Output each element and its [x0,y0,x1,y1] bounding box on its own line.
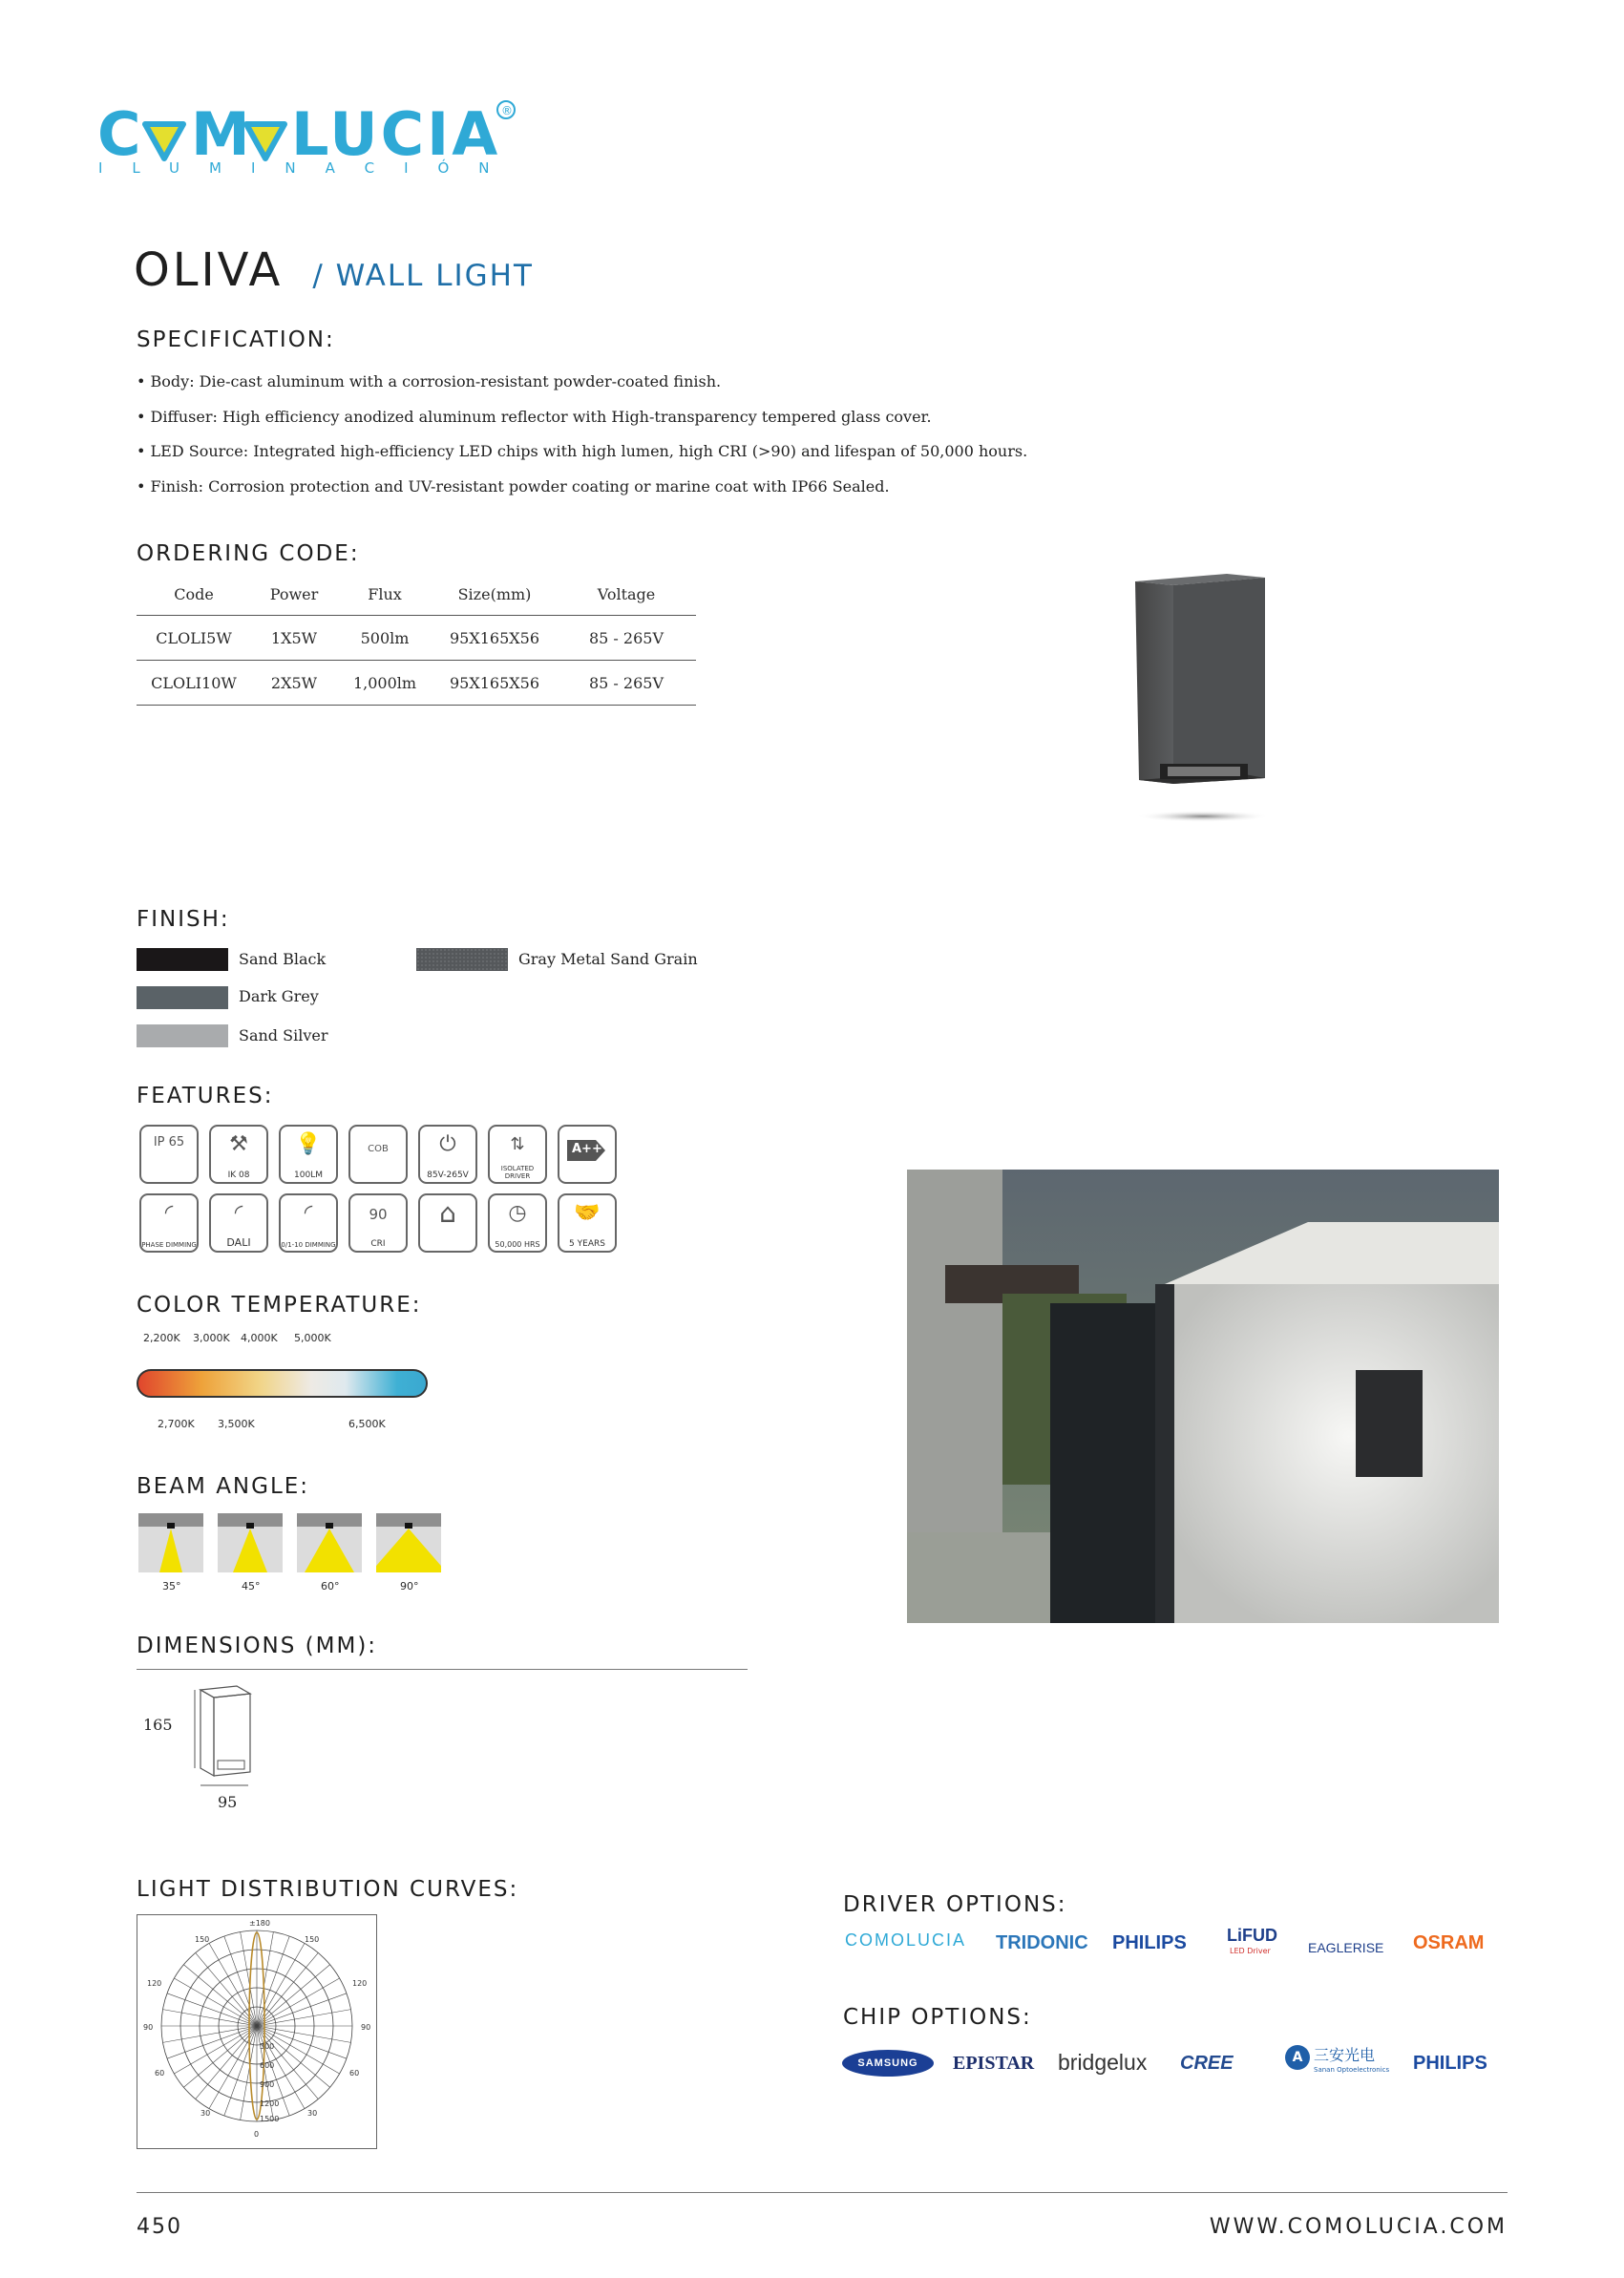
cob-icon [348,1125,408,1184]
table-cell: 85 - 265V [557,616,696,661]
driver-logo-osram: OSRAM [1413,1932,1485,1953]
clock-glyph: ◷ [508,1201,527,1225]
feature-label: CRI [370,1239,386,1249]
handshake-glyph: 🤝 [574,1201,601,1225]
dali-icon [209,1193,268,1253]
svg-text:®: ® [501,104,513,117]
phase-dimming-icon [139,1193,199,1253]
product-category: / WALL LIGHT [312,259,534,293]
installation-photo [907,1170,1499,1623]
polar-label: ±180 [249,1919,270,1928]
page-number: 450 [137,2215,182,2239]
finish-label: Gray Metal Sand Grain [518,950,698,968]
feature-text: A++ [572,1142,602,1156]
driver-logo-eaglerise: EAGLERISE [1308,1940,1384,1955]
svg-text:M: M [191,99,250,169]
table-cell: 85 - 265V [557,661,696,706]
ct-label-bottom: 6,500K [348,1418,386,1430]
chip-logo-sanan-icon: A [1285,2045,1310,2070]
finish-label: Sand Black [239,950,327,968]
polar-chart [137,1914,377,2149]
spec-item: • Body: Die-cast aluminum with a corrosion-resistant powder-coated finish. [137,372,722,390]
beam-35-diagram [138,1513,203,1572]
dimensions-divider [137,1669,748,1670]
column-header: Power [269,584,319,603]
polar-label: 60 [349,2069,360,2078]
driver-options-heading: DRIVER OPTIONS: [843,1892,1067,1917]
chip-logo-epistar: EPISTAR [953,2053,1035,2074]
chip-options-heading: CHIP OPTIONS: [843,2005,1032,2030]
house-icon [418,1193,477,1253]
polar-chart-svg [137,1915,376,2148]
feature-text: COB [368,1144,389,1154]
polar-label: 90 [361,2023,371,2032]
driver-logo-comolucia: COMOLUCIA [845,1930,967,1950]
polar-label: 30 [307,2109,318,2118]
lumen-icon [279,1125,338,1184]
polar-label: 90 [143,2023,154,2032]
finish-swatch-sand-silver [137,1024,228,1047]
polar-label: 120 [147,1979,162,1988]
table-cell: 2X5W [251,661,337,706]
table-cell: 95X165X56 [432,661,557,706]
polar-label: 0 [254,2130,260,2139]
polar-radial-label: 600 [260,2061,275,2070]
specification-heading: SPECIFICATION: [137,327,335,352]
beam-angle-label: 90° [400,1580,419,1592]
chip-logo-samsung [842,2050,934,2077]
finish-label: Dark Grey [239,987,319,1005]
feature-text: IP 65 [153,1135,185,1150]
table-row [137,616,696,661]
ct-label-top: 2,200K [143,1332,180,1344]
dimensions-heading: DIMENSIONS (MM): [137,1634,378,1658]
feature-label: 0/1-10 DIMMING [281,1241,336,1249]
table-cell: 500lm [337,616,432,661]
table-cell: 1,000lm [337,661,432,706]
voltage-icon [418,1125,477,1184]
color-temperature-heading: COLOR TEMPERATURE: [137,1293,422,1318]
dimension-height: 165 [143,1716,173,1734]
product-image [1122,568,1284,835]
polar-label: 30 [200,2109,211,2118]
table-cell: CLOLI5W [137,616,251,661]
polar-radial-label: 1500 [260,2115,280,2123]
column-header: Flux [368,584,402,603]
website-link[interactable]: WWW.COMOLUCIA.COM [1209,2215,1508,2239]
dimmer-glyph: ◜ [234,1201,243,1225]
table-cell: 95X165X56 [432,616,557,661]
finish-swatch-sand-black [137,948,228,971]
column-header: Code [174,584,214,603]
warranty-icon [558,1193,617,1253]
table-cell: 1X5W [251,616,337,661]
table-cell: CLOLI10W [137,661,251,706]
feature-label: 100LM [294,1171,323,1180]
svg-text:C: C [97,99,145,169]
chip-logo-cree: CREE [1180,2053,1234,2074]
column-header: Voltage [597,584,656,603]
ct-label-bottom: 2,700K [158,1418,195,1430]
ordering-heading: ORDERING CODE: [137,541,360,566]
ct-label-bottom: 3,500K [218,1418,255,1430]
ct-label-top: 5,000K [294,1332,331,1344]
ct-label-top: 3,000K [193,1332,230,1344]
polar-label: 150 [305,1935,320,1944]
polar-label: 60 [155,2069,165,2078]
chip-logo-bridgelux: bridgelux [1058,2050,1148,2075]
finish-swatch-gray-metal-sand-grain [416,948,508,971]
energy-class-icon [558,1125,617,1184]
product-name: OLIVA [134,243,284,297]
spec-item: • Finish: Corrosion protection and UV-resistant powder coating or marine coat with IP66 Sealed. [137,477,890,496]
finish-heading: FINISH: [137,907,230,932]
chip-logo-sanan: 三安光电 [1314,2048,1376,2064]
house-glyph: ⌂ [439,1197,456,1229]
dimension-drawing [181,1680,277,1795]
column-header: Size(mm) [457,584,532,603]
polar-radial-label: 300 [260,2042,275,2051]
transformer-glyph: ⇅ [510,1134,525,1154]
ordering-table [137,573,696,706]
ik08-icon [209,1125,268,1184]
logo-graphic [95,95,535,191]
driver-logo-philips: PHILIPS [1112,1932,1187,1953]
lifespan-icon [488,1193,547,1253]
beam-60-diagram [297,1513,362,1572]
driver-logo-lifud-sub: LED Driver [1230,1947,1271,1955]
beam-angle-label: 45° [242,1580,261,1592]
feature-label: DALI [226,1236,251,1249]
logo-subtitle: ILUMINACIÓN [98,159,519,177]
feature-label: 5 YEARS [569,1239,605,1249]
svg-text:LUCIA: LUCIA [291,99,501,169]
beam-45-diagram [218,1513,283,1572]
finish-label: Sand Silver [239,1026,328,1044]
table-row [137,661,696,706]
product-title [134,243,534,301]
feature-label: 85V-265V [427,1171,469,1180]
bulb-glyph: 💡 [295,1132,322,1156]
brand-logo [95,95,535,191]
dimmer-glyph: ◜ [304,1201,313,1225]
beam-angle-heading: BEAM ANGLE: [137,1474,310,1499]
feature-label: IK 08 [227,1171,250,1180]
light-distribution-heading: LIGHT DISTRIBUTION CURVES: [137,1877,519,1902]
dimming-0-10-icon [279,1193,338,1253]
feature-label: PHASE DIMMING [141,1241,197,1249]
plug-glyph: ⏻ [439,1132,456,1156]
chip-logo-philips: PHILIPS [1413,2053,1487,2074]
beam-90-diagram [376,1513,441,1572]
hammer-glyph: ⚒ [229,1132,248,1156]
dimmer-glyph: ◜ [164,1201,174,1225]
feature-text: 90 [369,1206,388,1223]
ip65-icon [139,1125,199,1184]
finish-swatch-dark-grey [137,986,228,1009]
polar-radial-label: 1200 [260,2099,280,2108]
features-heading: FEATURES: [137,1084,274,1108]
spec-item: • Diffuser: High efficiency anodized aluminum reflector with High-transparency tempered glass cover. [137,408,932,426]
polar-label: 150 [195,1935,210,1944]
ct-label-top: 4,000K [241,1332,278,1344]
dimension-width: 95 [218,1793,238,1811]
color-temperature-bar [137,1369,428,1398]
driver-logo-lifud: LiFUD [1227,1926,1277,1945]
samsung-text: SAMSUNG [857,2057,918,2069]
spec-item: • LED Source: Integrated high-efficiency LED chips with high lumen, high CRI (>90) and lifespan of 50,000 hours. [137,442,1028,460]
chip-logo-sanan-sub: Sanan Optoelectronics [1314,2066,1390,2074]
footer-divider [137,2192,1508,2193]
driver-logo-tridonic: TRIDONIC [996,1932,1088,1953]
beam-angle-label: 60° [321,1580,340,1592]
feature-label: 50,000 HRS [495,1240,540,1249]
polar-radial-label: 900 [260,2080,275,2089]
polar-label: 120 [352,1979,368,1988]
cri-icon [348,1193,408,1253]
isolated-driver-icon [488,1125,547,1184]
beam-angle-label: 35° [162,1580,181,1592]
feature-label: ISOLATED DRIVER [500,1165,535,1180]
